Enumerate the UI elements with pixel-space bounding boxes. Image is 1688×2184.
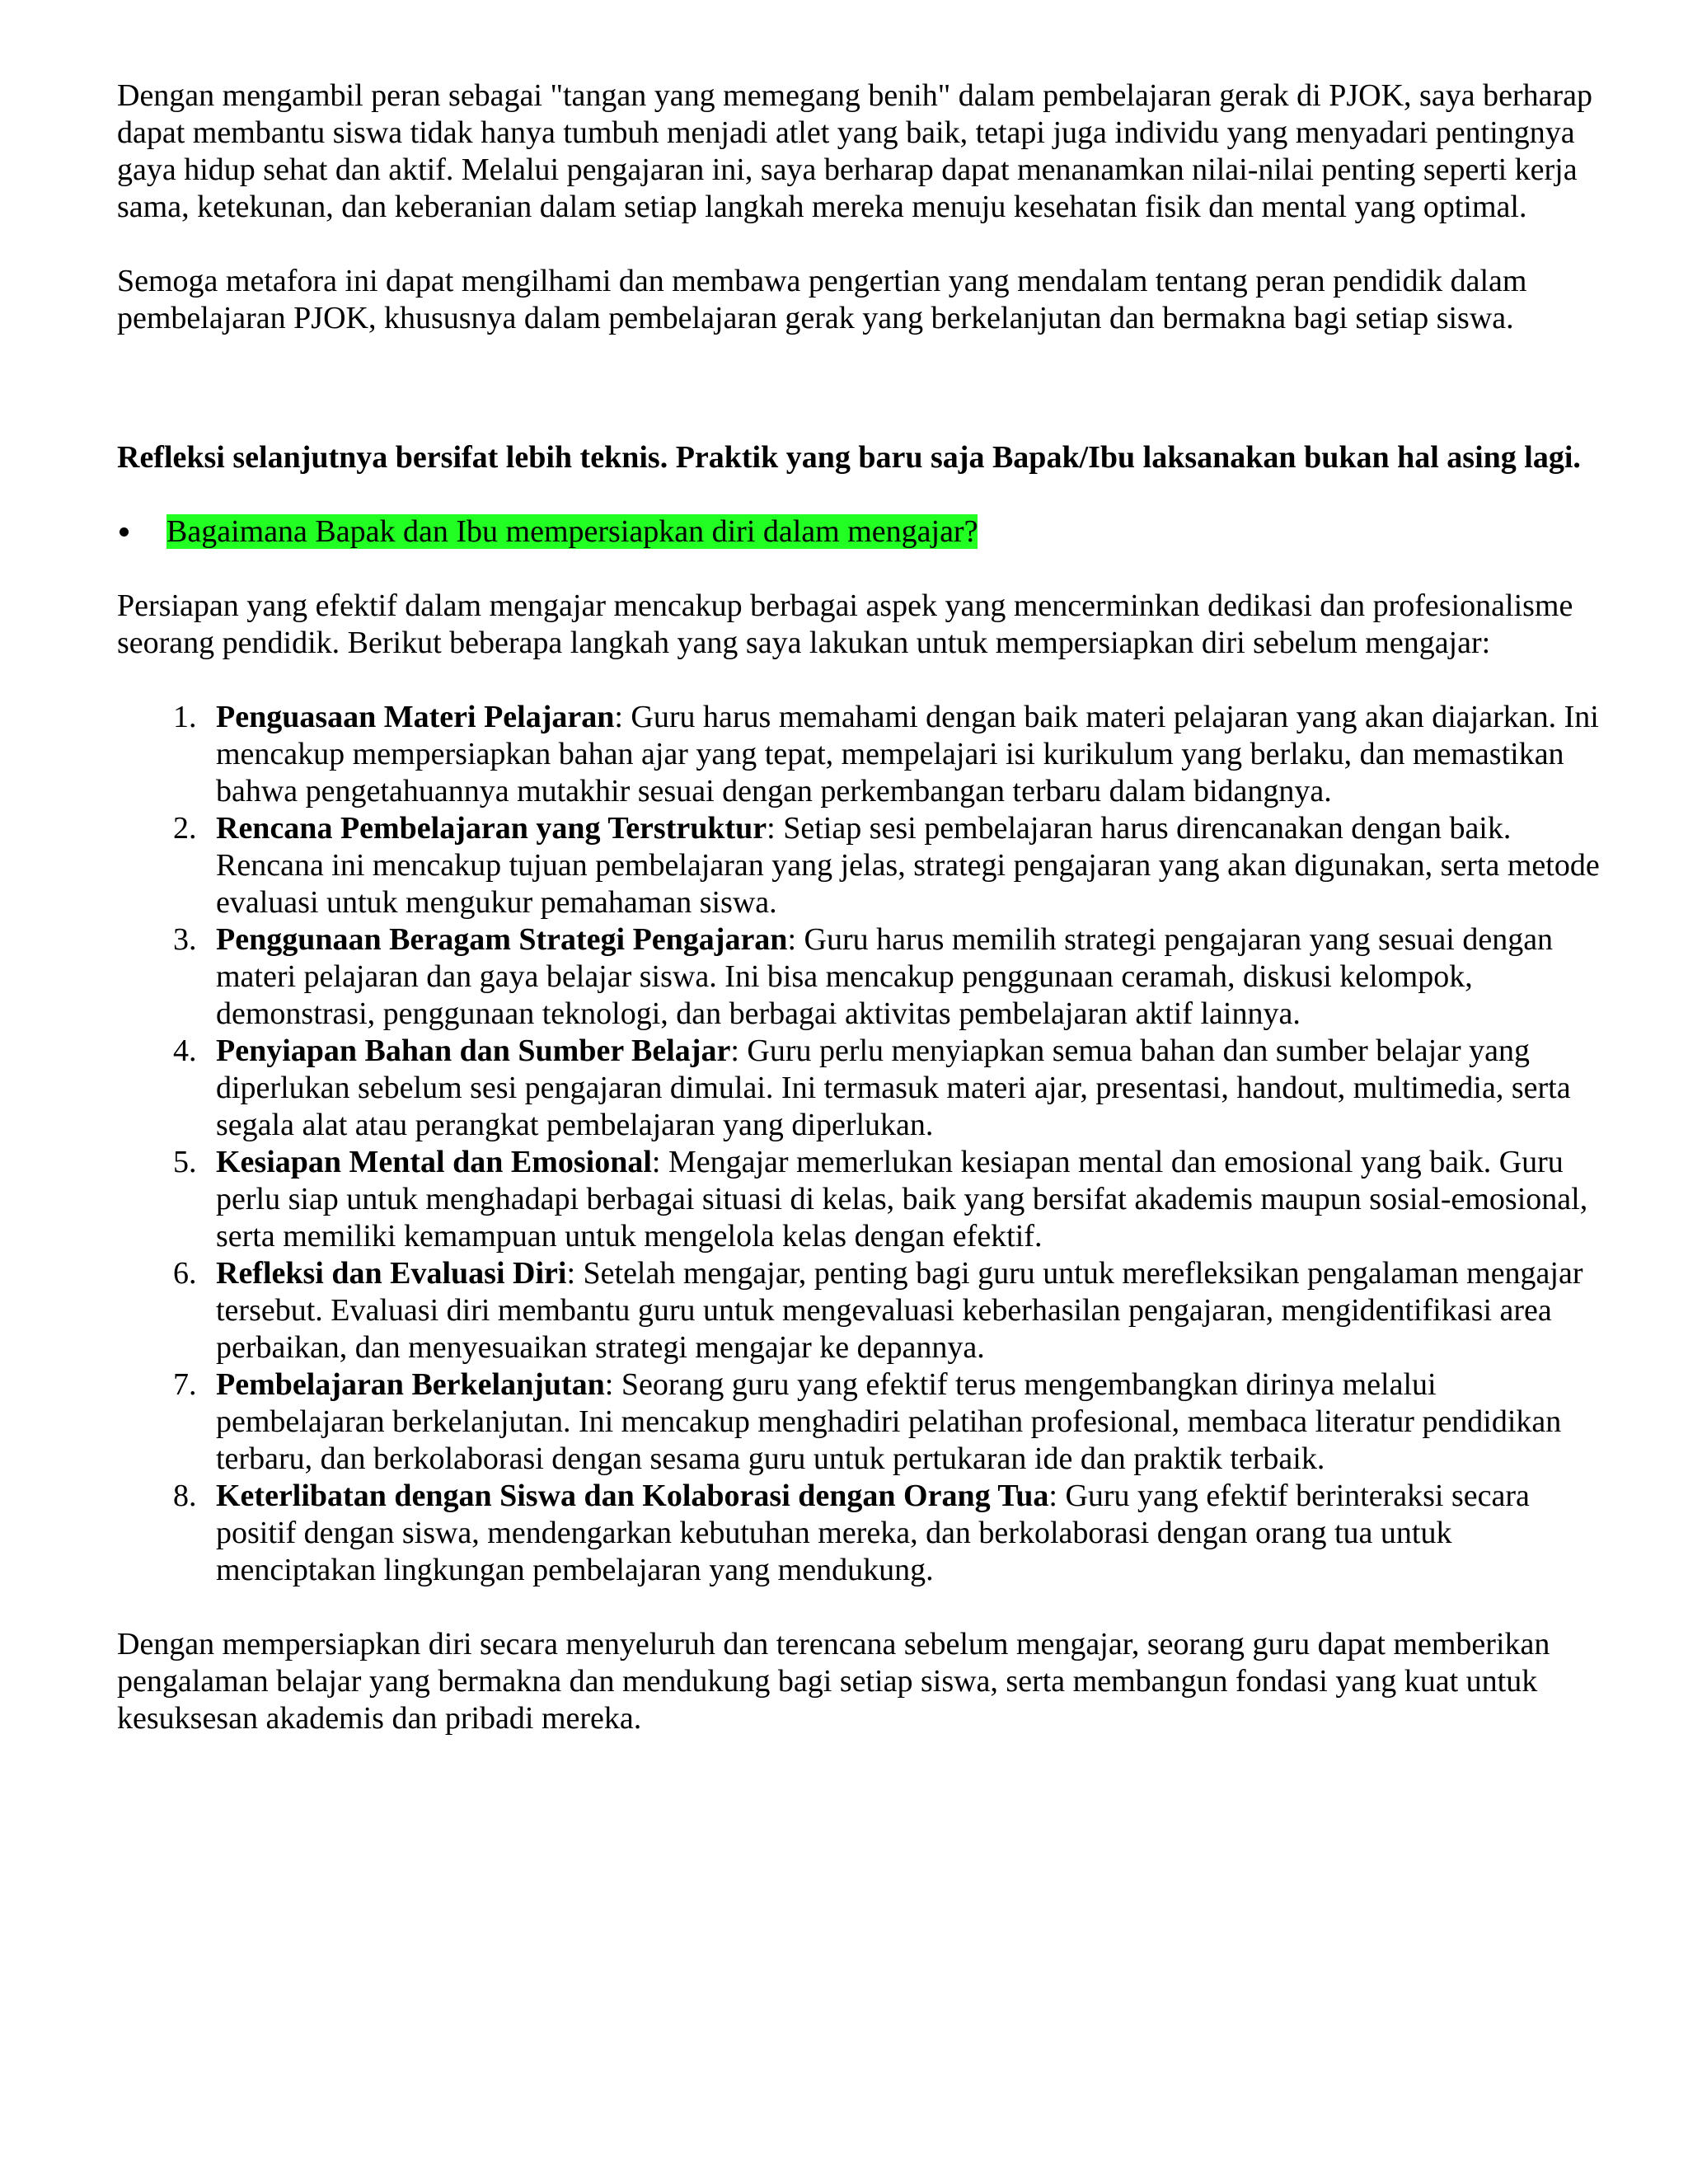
- spacer: [117, 662, 1601, 699]
- preparation-steps-list: [117, 699, 1601, 1589]
- bullet-icon: [117, 513, 166, 551]
- spacer: [117, 337, 1601, 439]
- list-description: : Seorang guru yang efektif terus mengembangkan dirinya melalui pembelajaran berkelanjutan. Ini mencakup menghadiri pelatihan profesional, membaca literatur pendidikan terbaru, dan berkolaborasi dengan sesama guru untuk pertukaran ide dan praktik terbaik.: [216, 1367, 1562, 1476]
- paragraph-metaphor: Dengan mengambil peran sebagai "tangan yang memegang benih" dalam pembelajaran gerak di PJOK, saya berharap dapat membantu siswa tidak hanya tumbuh menjadi atlet yang baik, tetapi juga individu yang menyadari pentingnya gaya hidup sehat dan aktif. Melalui pengajaran ini, saya berharap dapat menanamkan nilai-nilai penting seperti kerja sama, ketekunan, dan keberanian dalam setiap langkah mereka menuju kesehatan fisik dan mental yang optimal.: [117, 78, 1592, 224]
- list-item: [117, 921, 1601, 1033]
- list-item: [117, 1144, 1601, 1255]
- list-term: Kesiapan Mental dan Emosional: [216, 1145, 652, 1179]
- list-number: 2.: [173, 811, 197, 846]
- list-description: : Setiap sesi pembelajaran harus direncanakan dengan baik. Rencana ini mencakup tujuan pembelajaran yang jelas, strategi pengajaran yang akan digunakan, serta metode evaluasi untuk mengukur pemahaman siswa.: [216, 811, 1600, 920]
- list-item: [117, 1255, 1601, 1366]
- list-number: 4.: [173, 1033, 197, 1068]
- section-heading: Refleksi selanjutnya bersifat lebih teknis. Praktik yang baru saja Bapak/Ibu laksanakan bukan hal asing lagi.: [117, 440, 1581, 475]
- question-text: Bagaimana Bapak dan Ibu mempersiapkan diri dalam mengajar?: [166, 514, 978, 549]
- list-item: [117, 699, 1601, 810]
- list-number: 8.: [173, 1479, 197, 1513]
- list-number: 6.: [173, 1256, 197, 1291]
- list-term: Refleksi dan Evaluasi Diri: [216, 1256, 567, 1291]
- document-body: [117, 77, 1601, 1737]
- list-description: : Setelah mengajar, penting bagi guru untuk merefleksikan pengalaman mengajar tersebut. Evaluasi diri membantu guru untuk mengevaluasi keberhasilan pengajaran, mengidentifikasi area perbaikan, dan menyesuaikan strategi mengajar ke depannya.: [216, 1256, 1583, 1365]
- closing-paragraph: Dengan mempersiapkan diri secara menyeluruh dan terencana sebelum mengajar, seorang guru dapat memberikan pengalaman belajar yang bermakna dan mendukung bagi setiap siswa, serta membangun fondasi yang kuat untuk kesuksesan akademis dan pribadi mereka.: [117, 1627, 1550, 1736]
- spacer: [117, 226, 1601, 263]
- list-description: : Guru yang efektif berinteraksi secara positif dengan siswa, mendengarkan kebutuhan mereka, dan berkolaborasi dengan orang tua untuk menciptakan lingkungan pembelajaran yang mendukung.: [216, 1479, 1530, 1587]
- list-term: Rencana Pembelajaran yang Terstruktur: [216, 811, 767, 846]
- list-term: Pembelajaran Berkelanjutan: [216, 1367, 605, 1402]
- list-term: Penggunaan Beragam Strategi Pengajaran: [216, 922, 788, 957]
- spacer: [117, 476, 1601, 513]
- list-description: : Guru perlu menyiapkan semua bahan dan sumber belajar yang diperlukan sebelum sesi pengajaran dimulai. Ini termasuk materi ajar, presentasi, handout, multimedia, serta segala alat atau perangkat pembelajaran yang diperlukan.: [216, 1033, 1571, 1142]
- list-number: 7.: [173, 1367, 197, 1402]
- spacer: [117, 551, 1601, 588]
- list-description: : Mengajar memerlukan kesiapan mental dan emosional yang baik. Guru perlu siap untuk menghadapi berbagai situasi di kelas, baik yang bersifat akademis maupun sosial-emosional, serta memiliki kemampuan untuk mengelola kelas dengan efektif.: [216, 1145, 1588, 1254]
- list-number: 1.: [173, 700, 197, 734]
- list-description: : Guru harus memilih strategi pengajaran yang sesuai dengan materi pelajaran dan gaya belajar siswa. Ini bisa mencakup penggunaan ceramah, diskusi kelompok, demonstrasi, penggunaan teknologi, dan berbagai aktivitas pembelajaran aktif lainnya.: [216, 922, 1554, 1031]
- list-description: : Guru harus memahami dengan baik materi pelajaran yang akan diajarkan. Ini mencakup mempersiapkan bahan ajar yang tepat, mempelajari isi kurikulum yang berlaku, dan memastikan bahwa pengetahuannya mutakhir sesuai dengan perkembangan terbaru dalam bidangnya.: [216, 700, 1599, 808]
- list-item: [117, 1366, 1601, 1478]
- list-item: [117, 1033, 1601, 1144]
- list-term: Penyiapan Bahan dan Sumber Belajar: [216, 1033, 731, 1068]
- list-item: [117, 1478, 1601, 1589]
- list-number: 5.: [173, 1145, 197, 1179]
- list-item: [117, 810, 1601, 921]
- list-term: Penguasaan Materi Pelajaran: [216, 700, 615, 734]
- question-bullet: [117, 513, 1601, 551]
- paragraph-closing-metaphor: Semoga metafora ini dapat mengilhami dan membawa pengertian yang mendalam tentang peran pendidik dalam pembelajaran PJOK, khususnya dalam pembelajaran gerak yang berkelanjutan dan bermakna bagi setiap siswa.: [117, 264, 1527, 335]
- intro-paragraph: Persiapan yang efektif dalam mengajar mencakup berbagai aspek yang mencerminkan dedikasi dan profesionalisme seorang pendidik. Berikut beberapa langkah yang saya lakukan untuk mempersiapkan diri sebelum mengajar:: [117, 588, 1573, 660]
- spacer: [117, 1589, 1601, 1626]
- list-number: 3.: [173, 922, 197, 957]
- list-term: Keterlibatan dengan Siswa dan Kolaborasi dengan Orang Tua: [216, 1479, 1049, 1513]
